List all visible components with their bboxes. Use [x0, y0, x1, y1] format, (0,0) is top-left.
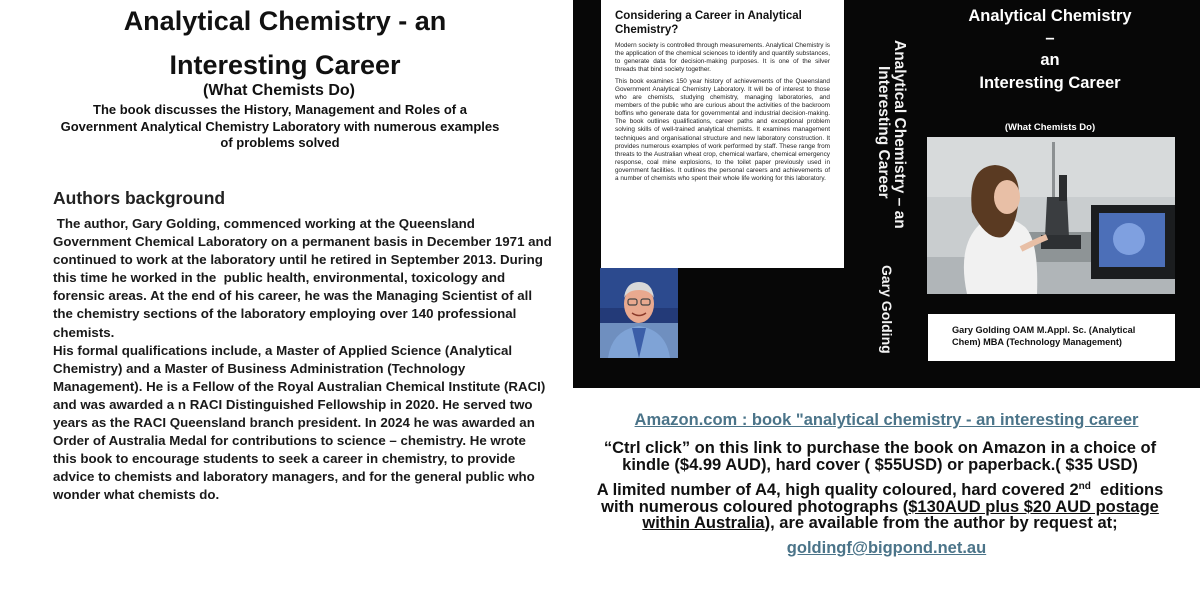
author-portrait-image — [600, 268, 678, 358]
page-title-line2: Interesting Career — [169, 50, 401, 80]
author-photo — [600, 268, 678, 358]
back-cover-panel — [601, 0, 844, 268]
back-cover-paragraph-2: This book examines 150 year history of achievements of the Queensland Government Analytical Chemistry Laboratory. It will be of interest to those who are chemists, studying chemistry, managing laboratories, and members of the public who are curious about the activities of the backroom boffins who generate data for governmental and industrial decision-making. The book outlines qualifications, career paths and exceptional problem solving skills of well-trained analytical chemists. It examines management techniques and organisational structure and new laboratory construction. It provides numerous examples of work performed by staff. These range from threats to the Australian wheat crop, chemical warfare, chemical emergency response, coal mine explosions, to the toilet paper previously used in government facilities. It outlines the personal careers and achievements of a number of chemists who spent their whole life working for this laboratory. — [615, 78, 830, 182]
authors-heading: Authors background — [53, 188, 226, 208]
back-cover-paragraph-1: Modern society is controlled through measurements. Analytical Chemistry is the application of the chemical sciences to identify and quantify substances, to generate data for decision-making purposes. It is one of the silver threads that bind society together. — [615, 42, 830, 74]
page-title-line1: Analytical Chemistry - an — [123, 6, 447, 36]
amazon-book-link[interactable]: Amazon.com : book "analytical chemistry - an interesting career — [634, 411, 1139, 429]
author-email-link[interactable]: goldingf@bigpond.net.au — [786, 539, 987, 557]
front-title-line4: Interesting Career — [979, 74, 1121, 92]
chemist-microscope-image — [927, 137, 1175, 294]
spine-title-line2: Interesting Career — [875, 66, 892, 199]
front-title-line2: – — [1045, 29, 1055, 47]
authors-paragraph-2: His formal qualifications include, a Master of Applied Science (Analytical Chemistry) and a Master of Business Administration (Technology Management). He is a Fellow of the Royal Australian Chemical Institute (RACI) and was awarded a n RACI Distinguished Fellowship in 2020. He served two years as the RACI Queensland branch president. In 2024 he was awarded an Order of Australia Medal for contributions to science – chemistry. He wrote this book to encourage students to seek a career in chemistry, to provide advice to chemists and laboratory managers, and for the general public who wonder what chemists do. — [53, 342, 546, 503]
spine-author — [878, 265, 898, 355]
authors-paragraph-1: The author, Gary Golding, commenced working at the Queensland Government Chemical Laboratory on a permanent basis in December 1971 and continued to work at the laboratory until he retired in September 2013. During this time he worked in the public health, environmental, toxicology and forensic areas. At the end of his career, he was the Managing Scientist of all the chemistry sections of the laboratory employing over 140 professional chemists. — [53, 216, 556, 340]
lab-photo — [927, 137, 1175, 294]
limited-text-a: A limited number of A4, high quality coloured, hard covered 2 — [596, 481, 1079, 499]
limited-superscript: nd — [1078, 481, 1091, 492]
limited-text-b: editions with numerous coloured photographs ( — [601, 481, 1168, 516]
purchase-instructions: “Ctrl click” on this link to purchase the book on Amazon in a choice of kindle ($4.99 AUD), hard cover ( $55USD) or paperback.( $35 USD) — [603, 439, 1157, 474]
back-cover-title: Considering a Career in Analytical Chemistry? — [615, 10, 802, 36]
front-title-line3: an — [1040, 51, 1060, 69]
spine-title-2 — [862, 40, 892, 230]
authors-background — [53, 215, 556, 505]
front-title-line1: Analytical Chemistry — [968, 7, 1132, 25]
page-subtitle: (What Chemists Do) — [203, 82, 355, 99]
left-column — [0, 0, 570, 600]
spine-author-name: Gary Golding — [879, 265, 895, 354]
limited-edition-note — [580, 482, 1180, 532]
limited-price: $130AUD plus $20 AUD postage within Australia — [642, 497, 1159, 532]
front-author-box: Gary Golding OAM M.Appl. Sc. (Analytical Chem) MBA (Technology Management) — [928, 314, 1175, 361]
front-subtitle: (What Chemists Do) — [1004, 122, 1096, 133]
book-description: The book discusses the History, Management and Roles of a Government Analytical Chemistry Laboratory with numerous examples of problems solved — [60, 102, 500, 150]
spine-title-line1: Analytical Chemistry – an — [891, 40, 908, 229]
limited-text-c: ), are available from the author by request at; — [764, 514, 1118, 532]
